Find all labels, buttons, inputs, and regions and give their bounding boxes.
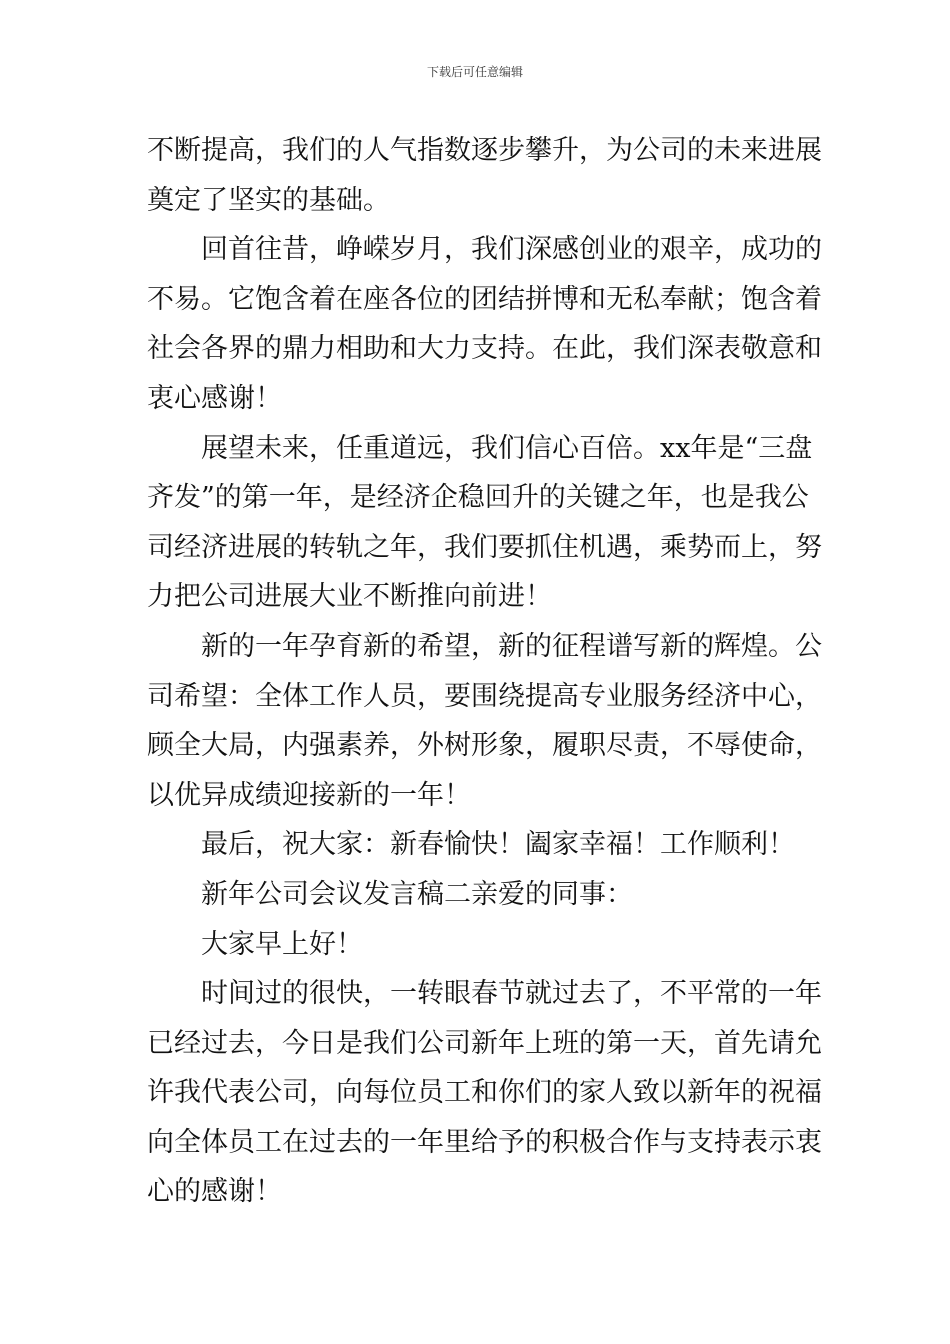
text-line: 齐发”的第一年，是经济企稳回升的关键之年，也是我公: [147, 482, 809, 514]
text-line: 心的感谢！: [147, 1176, 282, 1208]
text-line: 新年公司会议发言稿二亲爱的同事：: [201, 878, 633, 910]
text-line: 不易。它饱含着在座各位的团结拼博和无私奉献；饱含着: [147, 283, 822, 315]
text-line: 时间过的很快，一转眼春节就过去了，不平常的一年: [201, 978, 822, 1010]
document-body: [147, 126, 822, 1217]
text-line: 司经济进展的转轨之年，我们要抓住机遇，乘势而上，努: [147, 531, 822, 563]
text-line: 以优异成绩迎接新的一年！: [147, 779, 471, 811]
text-line: 许我代表公司，向每位员工和你们的家人致以新年的祝福: [147, 1077, 822, 1109]
text-line: 已经过去，今日是我们公司新年上班的第一天，首先请允: [147, 1027, 822, 1059]
text-line: 最后，祝大家：新春愉快！阖家幸福！工作顺利！: [201, 829, 795, 861]
text-line: 新的一年孕育新的希望，新的征程谱写新的辉煌。公: [201, 630, 822, 662]
text-line: 衷心感谢！: [147, 382, 282, 414]
text-line: 展望未来，任重道远，我们信心百倍。xx年是“三盘: [201, 432, 813, 464]
text-line: 奠定了坚实的基础。: [147, 184, 390, 216]
page-header-note: 下载后可任意编辑: [426, 65, 523, 79]
text-line: 回首往昔，峥嵘岁月，我们深感创业的艰辛，成功的: [201, 234, 822, 266]
text-line: 社会各界的鼎力相助和大力支持。在此，我们深表敬意和: [147, 333, 822, 365]
text-line: 力把公司进展大业不断推向前进！: [147, 581, 552, 613]
text-line: 顾全大局，内强素养，外树形象，履职尽责，不辱使命，: [147, 730, 822, 762]
text-line: 司希望：全体工作人员，要围绕提高专业服务经济中心，: [147, 680, 822, 712]
text-line: 不断提高，我们的人气指数逐步攀升，为公司的未来进展: [147, 135, 822, 166]
text-line: 向全体员工在过去的一年里给予的积极合作与支持表示衷: [147, 1126, 822, 1158]
text-line: 大家早上好！: [201, 928, 363, 960]
